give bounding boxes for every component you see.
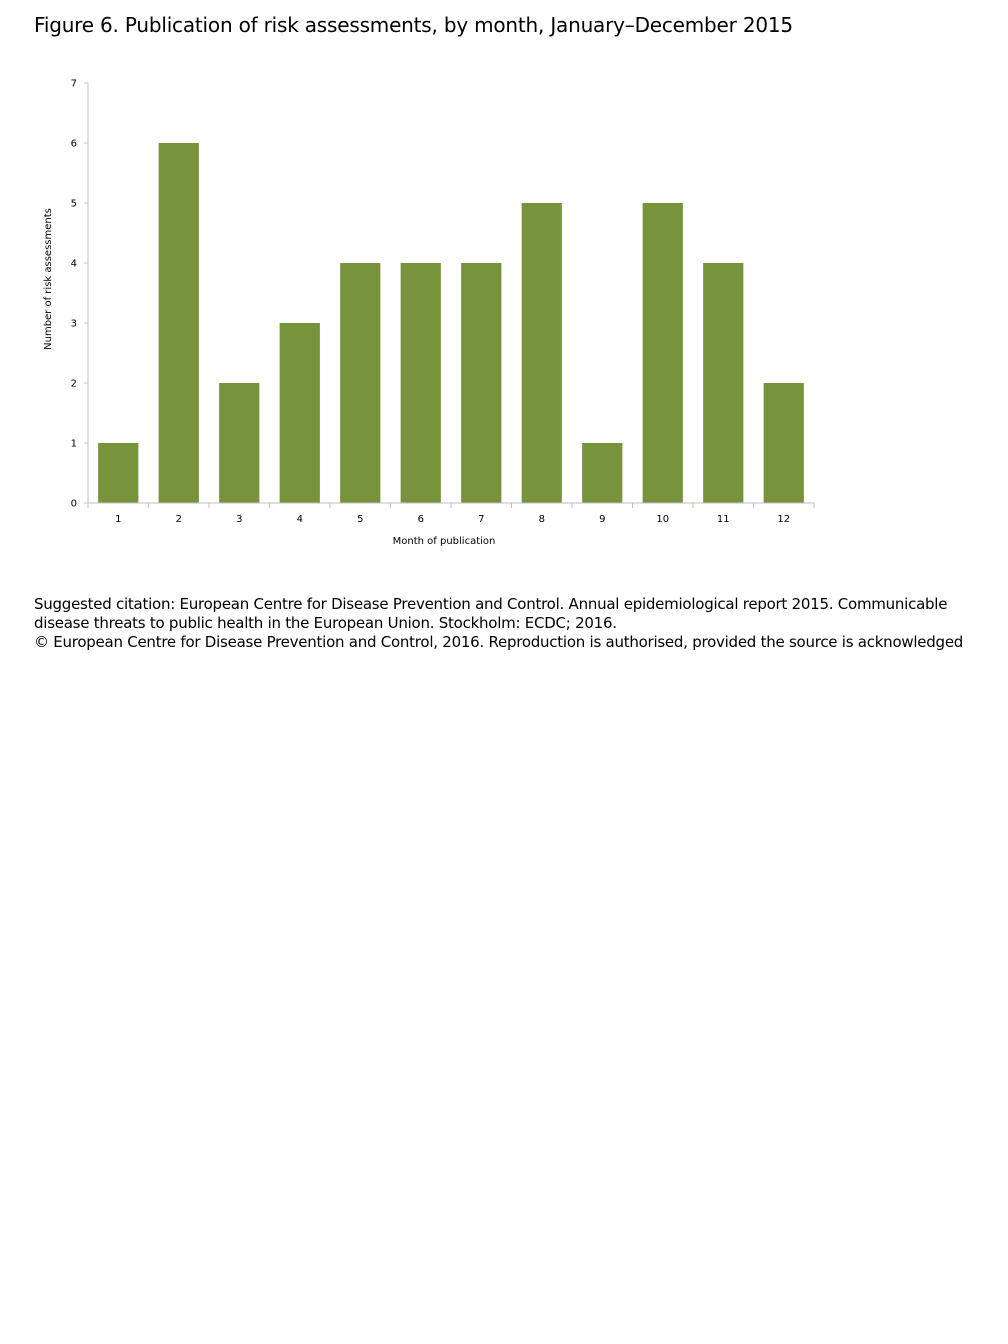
y-tick-label: 0 <box>70 498 77 510</box>
y-tick-label: 2 <box>70 378 77 390</box>
citation-line-2: disease threats to public health in the European Union. Stockholm: ECDC; 2016. <box>34 614 617 632</box>
citation-line-1: Suggested citation: European Centre for Disease Prevention and Control. Annual epidemiological report 2015. Communicable <box>34 595 948 613</box>
x-tick-label: 1 <box>115 514 122 525</box>
x-axis-ticks <box>88 503 814 525</box>
x-tick-label: 11 <box>716 514 730 525</box>
bar-month-6 <box>401 263 441 503</box>
x-tick-label: 6 <box>417 514 424 525</box>
y-tick-label: 5 <box>70 198 77 210</box>
x-tick-label: 5 <box>357 514 364 525</box>
x-axis-title: Month of publication <box>392 536 496 547</box>
x-tick-label: 8 <box>538 514 545 525</box>
bar-month-11 <box>703 263 743 503</box>
bar-month-2 <box>159 143 199 503</box>
y-tick-label: 4 <box>70 258 77 270</box>
y-tick-label: 1 <box>70 438 77 450</box>
bar-month-1 <box>98 443 138 503</box>
figure-title: Figure 6. Publication of risk assessments, by month, January–December 2015 <box>34 13 793 37</box>
x-tick-label: 7 <box>478 514 485 525</box>
y-tick-label: 3 <box>70 318 77 330</box>
bar-month-4 <box>280 323 320 503</box>
x-tick-label: 3 <box>236 514 243 525</box>
bar-month-3 <box>219 383 259 503</box>
x-tick-label: 2 <box>175 514 182 525</box>
x-tick-label: 10 <box>656 514 670 525</box>
copyright-notice: © European Centre for Disease Prevention and Control, 2016. Reproduction is authorised, provided the source is acknowledged <box>34 633 964 651</box>
bars <box>98 143 804 503</box>
x-tick-label: 4 <box>296 514 303 525</box>
citation <box>34 595 964 652</box>
x-tick-label: 12 <box>777 514 791 525</box>
bar-month-7 <box>461 263 501 503</box>
x-tick-label: 9 <box>599 514 606 525</box>
y-tick-label: 6 <box>70 138 77 150</box>
bar-month-10 <box>643 203 683 503</box>
y-tick-label: 7 <box>70 78 77 90</box>
y-axis-ticks <box>71 79 88 510</box>
bar-chart <box>0 0 1008 560</box>
y-axis-title: Number of risk assessments <box>43 208 54 350</box>
bar-month-9 <box>582 443 622 503</box>
bar-month-5 <box>340 263 380 503</box>
bar-month-8 <box>522 203 562 503</box>
bar-month-12 <box>764 383 804 503</box>
